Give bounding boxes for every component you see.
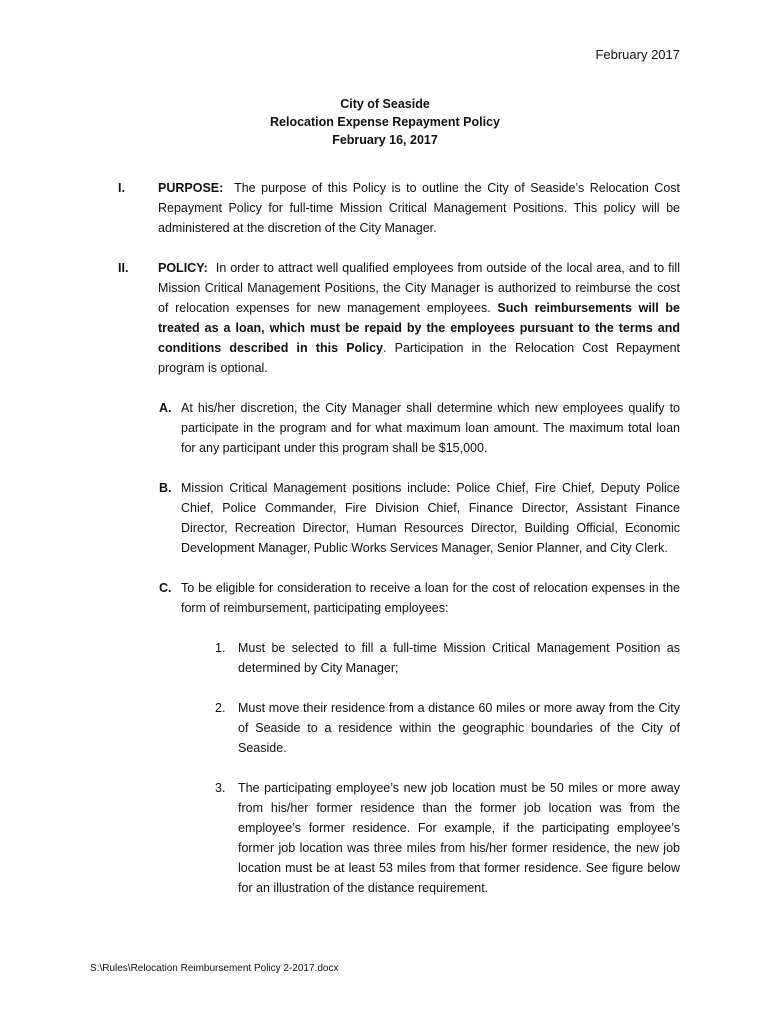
section-text-tail: . Participation in the Relocation Cost Repayment program is optional.: [158, 341, 680, 375]
title-city: City of Seaside: [340, 97, 430, 111]
list-item-number: 3.: [215, 781, 226, 795]
footer-file-path: S:\Rules\Relocation Reimbursement Policy 2-2017.docx: [90, 963, 339, 974]
section-numeral: II.: [118, 261, 129, 275]
list-item-3: [215, 778, 680, 898]
document-title: [0, 95, 770, 149]
subsection-b: [159, 478, 680, 558]
section-label: POLICY:: [158, 261, 208, 275]
section-numeral: I.: [118, 181, 125, 195]
section-text: In order to attract well qualified employees from outside of the local area, and to fill Mission Critical Management Positions, the City Manager is authorized to reimburse the cost of relocation expenses for new management employees.: [158, 261, 680, 315]
title-policy: Relocation Expense Repayment Policy: [270, 115, 500, 129]
section-text: The purpose of this Policy is to outline the City of Seaside’s Relocation Cost Repayment Policy for full-time Mission Critical Management Positions. This policy will be administered at the discretion of the City Manager.: [158, 181, 680, 235]
subsection-text: Mission Critical Management positions include: Police Chief, Fire Chief, Deputy Police Chief, Police Commander, Fire Division Chief, Finance Director, Assistant Finance Director, Recreation Director, Human Resources Director, Building Official, Economic Development Manager, Public Works Services Manager, Senior Planner, and City Clerk.: [181, 481, 680, 555]
section-body: [158, 178, 680, 238]
subsection-c: [159, 578, 680, 618]
subsection-letter: B.: [159, 481, 172, 495]
header-date: February 2017: [595, 47, 680, 62]
subsection-letter: A.: [159, 401, 172, 415]
list-item-text: The participating employee’s new job location must be 50 miles or more away from his/her former residence than the former job location was from the employee’s former residence. For example, if the participating employee’s former job location was three miles from his/her former residence, the new job location must be at least 53 miles from that former residence. See figure below for an illustration of the distance requirement.: [238, 781, 680, 895]
subsection-letter: C.: [159, 581, 172, 595]
list-item-number: 2.: [215, 701, 226, 715]
list-item-1: [215, 638, 680, 678]
subsection-text: To be eligible for consideration to receive a loan for the cost of relocation expenses in the form of reimbursement, participating employees:: [181, 581, 680, 615]
section-policy: [118, 258, 680, 378]
section-text-emphasis: Such reimbursements will be treated as a loan, which must be repaid by the employees pursuant to the terms and conditions described in this Policy: [158, 301, 681, 355]
list-item-text: Must be selected to fill a full-time Mission Critical Management Position as determined by City Manager;: [238, 641, 680, 675]
list-item-number: 1.: [215, 641, 226, 655]
subsection-text: At his/her discretion, the City Manager shall determine which new employees qualify to participate in the program and for what maximum loan amount. The maximum total loan for any participant under this program shall be $15,000.: [181, 401, 680, 455]
list-item-2: [215, 698, 680, 758]
list-item-text: Must move their residence from a distance 60 miles or more away from the City of Seaside to a residence within the geographic boundaries of the City of Seaside.: [238, 701, 680, 755]
section-purpose: [118, 178, 680, 238]
subsection-a: [159, 398, 680, 458]
section-body: [158, 258, 680, 378]
title-date: February 16, 2017: [332, 133, 438, 147]
section-label: PURPOSE:: [158, 181, 224, 195]
